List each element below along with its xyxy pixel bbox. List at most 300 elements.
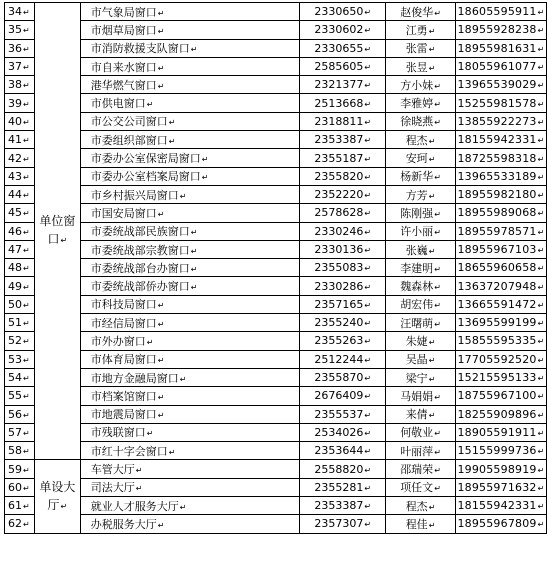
paragraph-mark-icon: ↵ bbox=[428, 155, 436, 165]
row-number-cell bbox=[5, 277, 35, 295]
window-name-cell bbox=[80, 295, 300, 313]
paragraph-mark-icon: ↵ bbox=[428, 45, 436, 55]
office-phone-cell-text: 2355870 bbox=[314, 371, 364, 385]
contact-person-cell bbox=[386, 131, 456, 149]
paragraph-mark-icon: ↵ bbox=[23, 136, 30, 146]
paragraph-mark-icon: ↵ bbox=[364, 246, 372, 255]
office-phone-cell-text: 2353387 bbox=[314, 133, 364, 147]
office-phone-cell bbox=[300, 497, 386, 515]
row-number-cell-text: 43 bbox=[8, 169, 22, 183]
mobile-phone-cell bbox=[455, 423, 546, 441]
mobile-phone-cell bbox=[455, 204, 546, 222]
paragraph-mark-icon: ↵ bbox=[364, 520, 372, 530]
contact-person-cell bbox=[386, 497, 456, 515]
window-name-cell-text: 港华燃气窗口 bbox=[90, 78, 157, 92]
mobile-phone-cell bbox=[455, 350, 546, 368]
window-name-cell-text: 就业人才服务大厅 bbox=[90, 499, 179, 513]
office-phone-cell bbox=[300, 222, 386, 240]
office-phone-cell-text: 2355537 bbox=[314, 407, 364, 421]
paragraph-mark-icon: ↵ bbox=[23, 227, 30, 237]
paragraph-mark-icon: ↵ bbox=[190, 264, 198, 274]
contact-person-cell-text: 方小妹 bbox=[400, 78, 434, 92]
paragraph-mark-icon: ↵ bbox=[60, 236, 68, 246]
row-number-cell-text: 48 bbox=[8, 261, 22, 275]
window-name-cell bbox=[80, 94, 300, 112]
mobile-phone-cell-text: 18255909896 bbox=[457, 407, 537, 421]
row-number-cell bbox=[5, 442, 35, 460]
mobile-phone-cell-text: 18955971632 bbox=[457, 480, 537, 494]
row-number-cell-text: 58 bbox=[8, 444, 22, 458]
paragraph-mark-icon: ↵ bbox=[168, 447, 176, 457]
window-name-cell-text: 市残联窗口 bbox=[90, 426, 146, 440]
paragraph-mark-icon: ↵ bbox=[23, 392, 30, 402]
paragraph-mark-icon: ↵ bbox=[364, 99, 372, 109]
row-number-cell bbox=[5, 185, 35, 203]
window-name-cell-text: 市委统战部侨办窗口 bbox=[90, 280, 190, 294]
office-phone-cell-text: 2355187 bbox=[314, 151, 364, 165]
row-number-cell bbox=[5, 94, 35, 112]
paragraph-mark-icon: ↵ bbox=[434, 264, 441, 274]
contact-person-cell bbox=[386, 405, 456, 423]
table-row bbox=[5, 131, 547, 149]
row-number-cell bbox=[5, 3, 35, 21]
contact-person-cell-text: 李建明 bbox=[400, 261, 434, 275]
paragraph-mark-icon: ↵ bbox=[364, 264, 372, 274]
paragraph-mark-icon: ↵ bbox=[537, 227, 545, 237]
paragraph-mark-icon: ↵ bbox=[157, 392, 165, 402]
paragraph-mark-icon: ↵ bbox=[364, 282, 372, 292]
mobile-phone-cell bbox=[455, 240, 546, 258]
paragraph-mark-icon: ↵ bbox=[364, 465, 372, 475]
paragraph-mark-icon: ↵ bbox=[537, 63, 545, 73]
paragraph-mark-icon: ↵ bbox=[179, 502, 187, 512]
contact-person-cell bbox=[386, 39, 456, 57]
row-number-cell-text: 39 bbox=[8, 96, 22, 110]
paragraph-mark-icon: ↵ bbox=[537, 172, 545, 182]
contact-person-cell bbox=[386, 21, 456, 39]
paragraph-mark-icon: ↵ bbox=[537, 8, 545, 18]
row-number-cell bbox=[5, 39, 35, 57]
office-phone-cell bbox=[300, 259, 386, 277]
row-number-cell bbox=[5, 76, 35, 94]
office-phone-cell bbox=[300, 295, 386, 313]
mobile-phone-cell bbox=[455, 259, 546, 277]
paragraph-mark-icon: ↵ bbox=[428, 411, 436, 421]
paragraph-mark-icon: ↵ bbox=[428, 191, 436, 201]
mobile-phone-cell bbox=[455, 497, 546, 515]
row-number-cell bbox=[5, 204, 35, 222]
paragraph-mark-icon: ↵ bbox=[201, 155, 209, 165]
paragraph-mark-icon: ↵ bbox=[434, 81, 441, 91]
mobile-phone-cell-text: 13695599199 bbox=[457, 316, 537, 330]
office-phone-cell-text: 2355281 bbox=[314, 480, 364, 494]
contact-person-cell bbox=[386, 76, 456, 94]
window-name-cell bbox=[80, 497, 300, 515]
paragraph-mark-icon: ↵ bbox=[434, 118, 441, 128]
office-phone-cell-text: 2357307 bbox=[314, 517, 364, 531]
paragraph-mark-icon: ↵ bbox=[23, 26, 30, 36]
paragraph-mark-icon: ↵ bbox=[157, 81, 165, 91]
mobile-phone-cell-text: 13965533189 bbox=[457, 169, 537, 183]
office-phone-cell bbox=[300, 423, 386, 441]
contact-person-cell-text: 朱婕 bbox=[405, 334, 428, 348]
mobile-phone-cell bbox=[455, 39, 546, 57]
office-phone-cell bbox=[300, 460, 386, 478]
window-name-cell bbox=[80, 277, 300, 295]
office-phone-cell-text: 2330655 bbox=[314, 41, 364, 55]
office-phone-cell-text: 2357165 bbox=[314, 297, 364, 311]
contact-person-cell bbox=[386, 314, 456, 332]
contact-person-cell-text: 程佳 bbox=[405, 517, 428, 531]
table-row bbox=[5, 314, 547, 332]
paragraph-mark-icon: ↵ bbox=[364, 428, 372, 438]
row-number-cell-text: 42 bbox=[8, 151, 22, 165]
paragraph-mark-icon: ↵ bbox=[428, 502, 436, 512]
office-phone-cell bbox=[300, 76, 386, 94]
paragraph-mark-icon: ↵ bbox=[434, 283, 441, 293]
row-number-cell-text: 47 bbox=[8, 243, 22, 256]
table-row bbox=[5, 3, 547, 21]
paragraph-mark-icon: ↵ bbox=[23, 483, 30, 493]
paragraph-mark-icon: ↵ bbox=[537, 246, 545, 255]
contact-person-cell-text: 方芳 bbox=[405, 188, 428, 202]
window-name-cell-text: 车管大厅 bbox=[90, 463, 135, 477]
table-row bbox=[5, 387, 547, 405]
window-name-cell bbox=[80, 515, 300, 533]
contact-table-body bbox=[5, 3, 547, 534]
mobile-phone-cell-text: 18955989068 bbox=[457, 206, 537, 220]
window-name-cell-text: 市气象局窗口 bbox=[90, 5, 157, 19]
paragraph-mark-icon: ↵ bbox=[23, 172, 30, 182]
paragraph-mark-icon: ↵ bbox=[364, 26, 372, 36]
paragraph-mark-icon: ↵ bbox=[157, 411, 165, 421]
window-name-cell bbox=[80, 222, 300, 240]
table-row bbox=[5, 332, 547, 350]
office-phone-cell bbox=[300, 39, 386, 57]
paragraph-mark-icon: ↵ bbox=[434, 228, 441, 238]
paragraph-mark-icon: ↵ bbox=[190, 246, 198, 256]
contact-table bbox=[4, 2, 547, 534]
window-name-cell-text: 市委统战部民族窗口 bbox=[90, 225, 190, 239]
table-row bbox=[5, 442, 547, 460]
row-number-cell-text: 61 bbox=[8, 499, 22, 513]
mobile-phone-cell-text: 13637207948 bbox=[457, 279, 537, 293]
mobile-phone-cell-text: 17705592520 bbox=[457, 352, 537, 366]
paragraph-mark-icon: ↵ bbox=[190, 45, 198, 55]
contact-person-cell bbox=[386, 57, 456, 75]
row-number-cell bbox=[5, 460, 35, 478]
contact-person-cell bbox=[386, 277, 456, 295]
paragraph-mark-icon: ↵ bbox=[23, 81, 30, 91]
office-phone-cell-text: 2578628 bbox=[314, 206, 364, 220]
paragraph-mark-icon: ↵ bbox=[168, 118, 176, 128]
paragraph-mark-icon: ↵ bbox=[364, 8, 372, 18]
office-phone-cell-text: 2355240 bbox=[314, 316, 364, 330]
paragraph-mark-icon: ↵ bbox=[201, 173, 209, 183]
office-phone-cell-text: 2330136 bbox=[314, 243, 364, 256]
window-name-cell-text: 办税服务大厅 bbox=[90, 517, 157, 531]
mobile-phone-cell bbox=[455, 131, 546, 149]
table-row bbox=[5, 497, 547, 515]
paragraph-mark-icon: ↵ bbox=[428, 337, 436, 347]
contact-person-cell-text: 陈刚强 bbox=[400, 206, 434, 220]
table-row bbox=[5, 295, 547, 313]
office-phone-cell-text: 2318811 bbox=[314, 114, 364, 128]
office-phone-cell-text: 2355820 bbox=[314, 169, 364, 183]
paragraph-mark-icon: ↵ bbox=[434, 429, 441, 439]
row-number-cell bbox=[5, 350, 35, 368]
mobile-phone-cell bbox=[455, 57, 546, 75]
row-number-cell-text: 40 bbox=[8, 114, 22, 128]
paragraph-mark-icon: ↵ bbox=[23, 209, 30, 219]
paragraph-mark-icon: ↵ bbox=[157, 209, 165, 219]
paragraph-mark-icon: ↵ bbox=[364, 227, 372, 237]
row-number-cell bbox=[5, 332, 35, 350]
paragraph-mark-icon: ↵ bbox=[537, 465, 545, 475]
contact-person-cell-text: 程杰 bbox=[405, 133, 428, 147]
paragraph-mark-icon: ↵ bbox=[537, 374, 545, 384]
paragraph-mark-icon: ↵ bbox=[537, 81, 545, 91]
contact-person-cell bbox=[386, 515, 456, 533]
paragraph-mark-icon: ↵ bbox=[23, 154, 30, 164]
contact-person-cell-text: 邵瑞荣 bbox=[400, 463, 434, 477]
office-phone-cell-text: 2534026 bbox=[314, 425, 364, 439]
mobile-phone-cell-text: 18155942331 bbox=[457, 499, 537, 513]
paragraph-mark-icon: ↵ bbox=[364, 81, 372, 91]
paragraph-mark-icon: ↵ bbox=[146, 100, 154, 110]
paragraph-mark-icon: ↵ bbox=[23, 8, 30, 18]
row-number-cell bbox=[5, 149, 35, 167]
table-row bbox=[5, 204, 547, 222]
window-name-cell-text: 司法大厅 bbox=[90, 481, 135, 495]
contact-person-cell bbox=[386, 112, 456, 130]
row-number-cell-text: 57 bbox=[8, 425, 22, 439]
row-number-cell-text: 37 bbox=[8, 60, 22, 74]
office-phone-cell bbox=[300, 442, 386, 460]
contact-person-cell bbox=[386, 204, 456, 222]
contact-person-cell-text: 张巍 bbox=[405, 243, 428, 257]
mobile-phone-cell-text: 18955982180 bbox=[457, 188, 537, 202]
table-row bbox=[5, 259, 547, 277]
paragraph-mark-icon: ↵ bbox=[434, 484, 441, 494]
mobile-phone-cell-text: 18755967100 bbox=[457, 389, 537, 403]
row-number-cell-text: 53 bbox=[8, 352, 22, 366]
paragraph-mark-icon: ↵ bbox=[364, 300, 372, 310]
mobile-phone-cell-text: 19905598919 bbox=[457, 462, 537, 476]
window-name-cell-text: 市委办公室档案局窗口 bbox=[90, 170, 201, 184]
window-name-cell bbox=[80, 112, 300, 130]
window-name-cell-text: 市乡村振兴局窗口 bbox=[90, 188, 179, 202]
window-name-cell bbox=[80, 240, 300, 258]
office-phone-cell-text: 2330246 bbox=[314, 224, 364, 238]
contact-person-cell-text: 魏森林 bbox=[400, 280, 434, 294]
paragraph-mark-icon: ↵ bbox=[537, 136, 545, 146]
office-phone-cell bbox=[300, 332, 386, 350]
table-row bbox=[5, 460, 547, 478]
row-number-cell-text: 52 bbox=[8, 334, 22, 348]
paragraph-mark-icon: ↵ bbox=[364, 44, 372, 54]
row-number-cell-text: 45 bbox=[8, 206, 22, 220]
office-phone-cell-text: 2330602 bbox=[314, 23, 364, 37]
paragraph-mark-icon: ↵ bbox=[434, 173, 441, 183]
mobile-phone-cell bbox=[455, 387, 546, 405]
paragraph-mark-icon: ↵ bbox=[364, 374, 372, 384]
paragraph-mark-icon: ↵ bbox=[23, 465, 30, 475]
paragraph-mark-icon: ↵ bbox=[537, 355, 545, 365]
office-phone-cell-text: 2355083 bbox=[314, 261, 364, 275]
mobile-phone-cell bbox=[455, 277, 546, 295]
paragraph-mark-icon: ↵ bbox=[23, 355, 30, 365]
table-row bbox=[5, 39, 547, 57]
mobile-phone-cell bbox=[455, 332, 546, 350]
table-row bbox=[5, 240, 547, 258]
contact-person-cell-text: 程杰 bbox=[405, 499, 428, 513]
office-phone-cell-text: 2352220 bbox=[314, 188, 364, 202]
paragraph-mark-icon: ↵ bbox=[537, 300, 545, 310]
office-phone-cell bbox=[300, 405, 386, 423]
table-row bbox=[5, 76, 547, 94]
row-number-cell-text: 56 bbox=[8, 407, 22, 421]
paragraph-mark-icon: ↵ bbox=[428, 26, 436, 36]
paragraph-mark-icon: ↵ bbox=[537, 520, 545, 530]
paragraph-mark-icon: ↵ bbox=[537, 44, 545, 54]
contact-person-cell-text: 许小丽 bbox=[400, 225, 434, 239]
contact-person-cell bbox=[386, 3, 456, 21]
row-number-cell bbox=[5, 21, 35, 39]
window-name-cell-text: 市委办公室保密局窗口 bbox=[90, 152, 201, 166]
paragraph-mark-icon: ↵ bbox=[434, 466, 441, 476]
window-name-cell bbox=[80, 167, 300, 185]
office-phone-cell bbox=[300, 478, 386, 496]
office-phone-cell bbox=[300, 277, 386, 295]
mobile-phone-cell bbox=[455, 442, 546, 460]
paragraph-mark-icon: ↵ bbox=[364, 410, 372, 420]
row-number-cell-text: 46 bbox=[8, 224, 22, 238]
paragraph-mark-icon: ↵ bbox=[179, 191, 187, 201]
contact-person-cell bbox=[386, 167, 456, 185]
row-number-cell bbox=[5, 222, 35, 240]
contact-person-cell-text: 赵俊华 bbox=[400, 5, 434, 19]
paragraph-mark-icon: ↵ bbox=[23, 300, 30, 310]
paragraph-mark-icon: ↵ bbox=[364, 319, 372, 329]
paragraph-mark-icon: ↵ bbox=[428, 136, 436, 146]
row-number-cell-text: 62 bbox=[8, 517, 22, 531]
row-number-cell bbox=[5, 423, 35, 441]
paragraph-mark-icon: ↵ bbox=[23, 63, 30, 73]
mobile-phone-cell bbox=[455, 295, 546, 313]
row-number-cell-text: 50 bbox=[8, 297, 22, 311]
paragraph-mark-icon: ↵ bbox=[23, 374, 30, 384]
row-number-cell bbox=[5, 497, 35, 515]
table-row bbox=[5, 405, 547, 423]
paragraph-mark-icon: ↵ bbox=[23, 319, 30, 329]
window-name-cell bbox=[80, 57, 300, 75]
row-number-cell bbox=[5, 515, 35, 533]
window-name-cell-text: 市经信局窗口 bbox=[90, 316, 157, 330]
contact-person-cell-text: 张雷 bbox=[405, 42, 428, 56]
office-phone-cell bbox=[300, 57, 386, 75]
mobile-phone-cell-text: 18955928238 bbox=[457, 23, 537, 37]
window-name-cell-text: 市地方金融局窗口 bbox=[90, 371, 179, 385]
paragraph-mark-icon: ↵ bbox=[434, 301, 441, 311]
contact-person-cell bbox=[386, 222, 456, 240]
contact-person-cell-text: 何敬业 bbox=[400, 426, 434, 440]
paragraph-mark-icon: ↵ bbox=[157, 520, 165, 530]
mobile-phone-cell bbox=[455, 460, 546, 478]
window-name-cell bbox=[80, 387, 300, 405]
window-name-cell bbox=[80, 442, 300, 460]
window-name-cell bbox=[80, 259, 300, 277]
window-name-cell-text: 市地震局窗口 bbox=[90, 408, 157, 422]
paragraph-mark-icon: ↵ bbox=[157, 63, 165, 73]
row-number-cell-text: 55 bbox=[8, 389, 22, 403]
paragraph-mark-icon: ↵ bbox=[23, 502, 30, 512]
office-phone-cell-text: 2355263 bbox=[314, 334, 364, 348]
office-phone-cell-text: 2330650 bbox=[314, 5, 364, 19]
contact-person-cell bbox=[386, 442, 456, 460]
paragraph-mark-icon: ↵ bbox=[23, 337, 30, 347]
mobile-phone-cell bbox=[455, 21, 546, 39]
paragraph-mark-icon: ↵ bbox=[23, 246, 30, 255]
paragraph-mark-icon: ↵ bbox=[364, 191, 372, 201]
window-name-cell bbox=[80, 21, 300, 39]
paragraph-mark-icon: ↵ bbox=[428, 63, 436, 73]
contact-person-cell bbox=[386, 350, 456, 368]
mobile-phone-cell-text: 15215595133 bbox=[457, 371, 537, 385]
paragraph-mark-icon: ↵ bbox=[23, 410, 30, 420]
window-name-cell bbox=[80, 314, 300, 332]
paragraph-mark-icon: ↵ bbox=[146, 337, 154, 347]
contact-person-cell bbox=[386, 94, 456, 112]
mobile-phone-cell bbox=[455, 3, 546, 21]
paragraph-mark-icon: ↵ bbox=[537, 319, 545, 329]
contact-person-cell-text: 汪曙萌 bbox=[400, 316, 434, 330]
window-name-cell-text: 市自来水窗口 bbox=[90, 60, 157, 74]
mobile-phone-cell-text: 18955978571 bbox=[457, 224, 537, 238]
window-name-cell-text: 市外办窗口 bbox=[90, 334, 146, 348]
row-number-cell bbox=[5, 387, 35, 405]
table-row bbox=[5, 478, 547, 496]
paragraph-mark-icon: ↵ bbox=[157, 319, 165, 329]
window-name-cell-text: 市委统战部宗教窗口 bbox=[90, 243, 190, 257]
category-cell bbox=[34, 3, 80, 460]
paragraph-mark-icon: ↵ bbox=[537, 282, 545, 292]
contact-person-cell-text: 杨新华 bbox=[400, 170, 434, 184]
paragraph-mark-icon: ↵ bbox=[23, 447, 30, 457]
contact-person-cell-text: 梁宁 bbox=[405, 371, 428, 385]
window-name-cell bbox=[80, 405, 300, 423]
mobile-phone-cell-text: 15855595335 bbox=[457, 334, 537, 348]
office-phone-cell-text: 2321377 bbox=[314, 78, 364, 92]
row-number-cell-text: 54 bbox=[8, 371, 22, 385]
office-phone-cell-text: 2353387 bbox=[314, 499, 364, 513]
paragraph-mark-icon: ↵ bbox=[364, 154, 372, 164]
paragraph-mark-icon: ↵ bbox=[428, 520, 436, 530]
window-name-cell bbox=[80, 185, 300, 203]
mobile-phone-cell bbox=[455, 368, 546, 386]
mobile-phone-cell-text: 18155942331 bbox=[457, 133, 537, 147]
paragraph-mark-icon: ↵ bbox=[434, 392, 441, 402]
paragraph-mark-icon: ↵ bbox=[537, 447, 545, 457]
paragraph-mark-icon: ↵ bbox=[190, 228, 198, 238]
paragraph-mark-icon: ↵ bbox=[537, 99, 545, 109]
window-name-cell-text: 市委组织部窗口 bbox=[90, 133, 168, 147]
paragraph-mark-icon: ↵ bbox=[364, 136, 372, 146]
row-number-cell-text: 38 bbox=[8, 78, 22, 92]
mobile-phone-cell bbox=[455, 167, 546, 185]
row-number-cell bbox=[5, 259, 35, 277]
table-row bbox=[5, 222, 547, 240]
